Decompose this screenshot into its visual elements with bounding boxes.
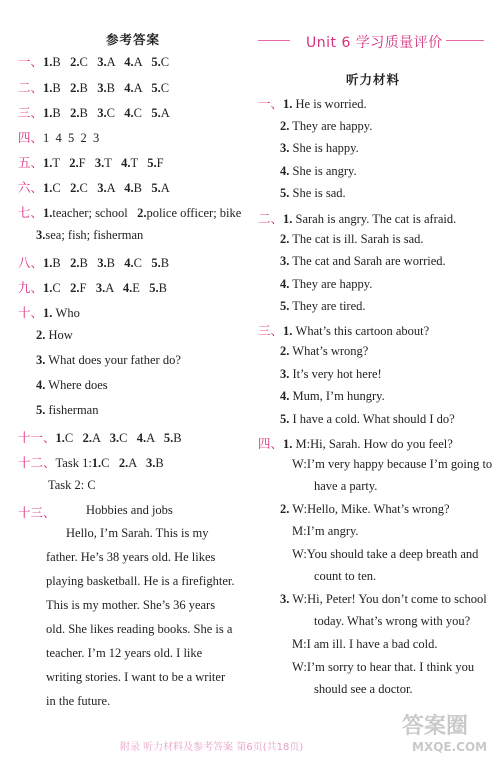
q9-n5: 5. (149, 281, 159, 295)
s3-n5: 5. (280, 412, 290, 426)
q6-a2: C (79, 181, 88, 195)
q10-row2 (36, 328, 73, 343)
passage-line: This is my mother. She’s 36 years (46, 598, 216, 612)
q11-a2: A (91, 431, 101, 445)
s2-n5: 5. (280, 299, 290, 313)
q3-n1: 1. (43, 106, 53, 120)
q8-a1: B (52, 256, 61, 270)
q12-row1 (18, 453, 164, 471)
q6-a4: B (133, 181, 143, 195)
q9-n4: 4. (122, 281, 133, 295)
dialogue-text: I’m sorry to hear that. I think you (306, 660, 475, 674)
s1-n2: 2. (280, 119, 290, 133)
s4-d2-num: 2. (280, 502, 290, 516)
q9-a2: F (79, 281, 87, 295)
q10-label: 十、 (18, 306, 44, 320)
q12-n2: 2. (118, 456, 129, 470)
s1-n5: 5. (280, 186, 290, 200)
q11-n5: 5. (163, 431, 174, 445)
q1-a2: C (79, 55, 88, 69)
s2-row2 (280, 232, 424, 247)
s3-t2: What’s wrong? (292, 344, 369, 358)
s3-t4: Mum, I’m hungry. (292, 389, 385, 403)
s3-row3 (280, 367, 382, 382)
q3-a2: B (79, 106, 88, 120)
s3-n2: 2. (280, 344, 290, 358)
s4-label: 四、 (258, 437, 284, 451)
q8-a3: B (106, 256, 115, 270)
s2-t1: Sarah is angry. The cat is afraid. (295, 212, 457, 226)
q13-heading-row (18, 503, 56, 521)
s1-n4: 4. (280, 164, 290, 178)
dialogue-text: Hello, Mike. What’s wrong? (307, 502, 450, 516)
q8-a4: C (133, 256, 143, 270)
q10-row4 (36, 378, 108, 393)
q3-label: 三、 (18, 106, 44, 120)
s4-d2-l1 (280, 502, 450, 517)
q11-a3: C (119, 431, 128, 445)
q11-n2: 2. (82, 431, 92, 445)
q9-n2: 2. (70, 281, 80, 295)
s4-d1-num: 1. (283, 437, 293, 451)
q2-a1: B (52, 81, 61, 95)
q2-a5: C (160, 81, 170, 95)
q3-row (18, 103, 170, 121)
q3-a4: C (133, 106, 143, 120)
q1-n4: 4. (124, 55, 134, 69)
q1-row (18, 52, 169, 70)
dialogue-text: I’m angry. (306, 524, 359, 538)
q6-a5: A (160, 181, 170, 195)
speaker: W: (292, 660, 307, 674)
q6-row (18, 178, 170, 196)
s1-t5: She is sad. (292, 186, 346, 200)
passage-line: father. He’s 38 years old. He likes (46, 550, 216, 564)
s3-row4 (280, 389, 385, 404)
s1-row1 (258, 94, 367, 112)
q8-n3: 3. (97, 256, 107, 270)
q12-row2: Task 2: C (48, 478, 96, 492)
q7-line2 (36, 228, 143, 243)
s3-row2 (280, 344, 368, 359)
speaker: M: (292, 524, 307, 538)
q10-n2: 2. (36, 328, 46, 342)
q9-a4: E (132, 281, 140, 295)
q1-a5: C (160, 55, 170, 69)
q8-a5: B (160, 256, 170, 270)
title-rule-left (258, 40, 290, 41)
q8-row (18, 253, 169, 271)
q8-n1: 1. (43, 256, 53, 270)
q3-a1: B (52, 106, 61, 120)
q12-a1: C (101, 456, 110, 470)
q5-row (18, 153, 164, 171)
q9-row (18, 278, 167, 296)
q5-n1: 1. (43, 156, 53, 170)
q5-a3: T (104, 156, 112, 170)
q2-a2: B (79, 81, 88, 95)
s4-d3-l2: today. What’s wrong with you? (314, 614, 471, 628)
speaker: M: (292, 637, 307, 651)
section-title: 听力材料 (346, 73, 401, 87)
speaker: W: (292, 502, 308, 516)
q3-n5: 5. (151, 106, 161, 120)
s1-t3: She is happy. (292, 141, 359, 155)
q8-a2: B (79, 256, 88, 270)
q1-a4: A (133, 55, 143, 69)
q3-n2: 2. (70, 106, 80, 120)
s2-row4 (280, 277, 372, 292)
q12-n3: 3. (145, 456, 156, 470)
s2-n2: 2. (280, 232, 290, 246)
passage-line: Hello, I’m Sarah. This is my (66, 526, 209, 540)
s2-row1 (258, 209, 456, 227)
q7-label: 七、 (18, 206, 44, 220)
q10-n5: 5. (36, 403, 46, 417)
s2-label: 二、 (258, 212, 284, 226)
s4-d2-l2 (292, 524, 359, 539)
q10-a4: Where does (48, 378, 108, 392)
s4-d3-num: 3. (280, 592, 290, 606)
s2-t3: The cat and Sarah are worried. (292, 254, 446, 268)
q10-a1: Who (55, 306, 80, 320)
q9-label: 九、 (18, 281, 44, 295)
s1-t4: She is angry. (292, 164, 357, 178)
q1-a3: A (106, 55, 115, 69)
q3-n4: 4. (124, 106, 134, 120)
q6-n4: 4. (124, 181, 134, 195)
q7-line1 (18, 203, 241, 221)
q2-n2: 2. (70, 81, 80, 95)
q1-n1: 1. (43, 55, 53, 69)
s2-row5 (280, 299, 366, 314)
title-rule-right (446, 40, 484, 41)
speaker: W: (292, 592, 308, 606)
s3-t3: It’s very hot here! (292, 367, 382, 381)
q1-n3: 3. (97, 55, 107, 69)
q7-a3: sea; fish; fisherman (45, 228, 144, 242)
s2-n1: 1. (283, 212, 293, 226)
q6-n3: 3. (97, 181, 107, 195)
q8-n5: 5. (151, 256, 161, 270)
q10-a2: How (48, 328, 73, 342)
dialogue-text: I’m very happy because I’m going to (306, 457, 493, 471)
passage-line: in the future. (46, 694, 111, 708)
q1-n5: 5. (151, 55, 161, 69)
s4-d3-l4 (292, 660, 474, 675)
s3-label: 三、 (258, 324, 284, 338)
q6-a1: C (52, 181, 61, 195)
s3-row5 (280, 412, 455, 427)
q11-a5: B (173, 431, 182, 445)
speaker: W: (292, 457, 307, 471)
s2-t5: They are tired. (292, 299, 366, 313)
q6-n5: 5. (151, 181, 161, 195)
q4-label: 四、 (18, 131, 44, 145)
q8-n2: 2. (70, 256, 80, 270)
q2-row (18, 78, 169, 96)
q6-n1: 1. (43, 181, 53, 195)
s4-d3-l5: should see a doctor. (314, 682, 413, 696)
dialogue-text: I am ill. I have a bad cold. (306, 637, 438, 651)
q2-a3: B (106, 81, 115, 95)
q13-label: 十三、 (18, 506, 56, 520)
s3-row1 (258, 321, 429, 339)
q12-n1: 1. (91, 456, 102, 470)
q12-a2: A (128, 456, 137, 470)
q5-label: 五、 (18, 156, 44, 170)
q9-n3: 3. (95, 281, 106, 295)
q12-a3: B (155, 456, 164, 470)
s1-t1: He is worried. (295, 97, 367, 111)
q10-a5: fisherman (48, 403, 99, 417)
q5-n5: 5. (147, 156, 157, 170)
s4-d1-l3: have a party. (314, 479, 378, 493)
q10-n3: 3. (36, 353, 46, 367)
q7-n2: 2. (137, 206, 147, 220)
q2-n5: 5. (151, 81, 161, 95)
passage-line: writing stories. I want to be a writer (46, 670, 226, 684)
unit-title: Unit 6 学习质量评价 (306, 35, 443, 51)
q9-n1: 1. (43, 281, 53, 295)
watermark-url: MXQE.COM (412, 740, 488, 754)
q5-a2: F (78, 156, 86, 170)
s4-d1-l2 (292, 457, 492, 472)
q2-label: 二、 (18, 81, 44, 95)
s4-d2-l4: count to ten. (314, 569, 377, 583)
passage-line: old. She likes reading books. She is a (46, 622, 233, 636)
q10-a3: What does your father do? (48, 353, 181, 367)
q4-row (18, 128, 99, 146)
q2-a4: A (133, 81, 143, 95)
s2-t4: They are happy. (292, 277, 373, 291)
s4-d1-l1 (258, 434, 453, 452)
q3-n3: 3. (97, 106, 107, 120)
s1-label: 一、 (258, 97, 284, 111)
q7-a2: police officer; bike (146, 206, 242, 220)
q7-n3: 3. (36, 228, 46, 242)
q7-n1: 1. (43, 206, 53, 220)
dialogue-text: You should take a deep breath and (306, 547, 479, 561)
s2-row3 (280, 254, 446, 269)
q13-passage (46, 521, 238, 713)
q5-n2: 2. (69, 156, 79, 170)
q10-n4: 4. (36, 378, 46, 392)
q7-a1: teacher; school (52, 206, 128, 220)
s3-t5: I have a cold. What should I do? (292, 412, 455, 426)
page-footer: 附录 听力材料及参考答案 第6页(共18页) (120, 742, 304, 753)
q8-label: 八、 (18, 256, 44, 270)
s2-t2: The cat is ill. Sarah is sad. (292, 232, 424, 246)
q3-a3: C (106, 106, 115, 120)
q11-label: 十一、 (18, 431, 56, 445)
q1-a1: B (52, 55, 61, 69)
s1-row2 (280, 119, 372, 134)
q5-a1: T (52, 156, 60, 170)
q1-label: 一、 (18, 55, 44, 69)
q1-n2: 2. (70, 55, 80, 69)
q5-n4: 4. (121, 156, 131, 170)
speaker: W: (292, 547, 307, 561)
q10-row5 (36, 403, 98, 418)
s4-d3-l3 (292, 637, 437, 652)
q9-a3: A (105, 281, 114, 295)
q12-label: 十二、 (18, 456, 56, 470)
passage-line: playing basketball. He is a firefighter. (46, 574, 235, 588)
q4-text: 1 4 5 2 3 (43, 131, 100, 145)
s1-row4 (280, 164, 357, 179)
answers-title: 参考答案 (106, 33, 161, 47)
s3-n1: 1. (283, 324, 293, 338)
q10-row1 (18, 303, 80, 321)
q8-n4: 4. (124, 256, 134, 270)
passage-line: teacher. I’m 12 years old. I like (46, 646, 203, 660)
q13-heading: Hobbies and jobs (86, 503, 173, 517)
q5-a4: T (130, 156, 138, 170)
q11-row (18, 428, 182, 446)
s2-n4: 4. (280, 277, 290, 291)
q9-a5: B (158, 281, 168, 295)
dialogue-text: Hi, Sarah. How do you feel? (310, 437, 453, 451)
q10-row3 (36, 353, 181, 368)
s2-n3: 3. (280, 254, 290, 268)
q3-a5: A (160, 106, 170, 120)
q6-label: 六、 (18, 181, 44, 195)
s3-n4: 4. (280, 389, 290, 403)
q10-n1: 1. (43, 306, 53, 320)
q2-n3: 3. (97, 81, 107, 95)
s4-d3-l1 (280, 592, 487, 607)
q5-n3: 3. (94, 156, 105, 170)
q2-n4: 4. (124, 81, 134, 95)
s1-t2: They are happy. (292, 119, 373, 133)
q11-n4: 4. (136, 431, 147, 445)
watermark-logo: 答案圈 (402, 714, 469, 739)
q12-task1: Task 1: (55, 456, 92, 470)
s1-n3: 3. (280, 141, 290, 155)
q2-n1: 1. (43, 81, 53, 95)
q11-a1: C (64, 431, 74, 445)
q6-n2: 2. (70, 181, 80, 195)
dialogue-text: Hi, Peter! You don’t come to school (307, 592, 487, 606)
s3-n3: 3. (280, 367, 290, 381)
q11-n1: 1. (55, 431, 65, 445)
s4-d2-l3 (292, 547, 478, 562)
s3-t1: What’s this cartoon about? (295, 324, 430, 338)
q11-n3: 3. (109, 431, 120, 445)
s1-row5 (280, 186, 346, 201)
s1-n1: 1. (283, 97, 293, 111)
q9-a1: C (52, 281, 61, 295)
s1-row3 (280, 141, 359, 156)
q6-a3: A (106, 181, 115, 195)
q11-a4: A (146, 431, 155, 445)
q5-a5: F (156, 156, 164, 170)
speaker: M: (295, 437, 311, 451)
